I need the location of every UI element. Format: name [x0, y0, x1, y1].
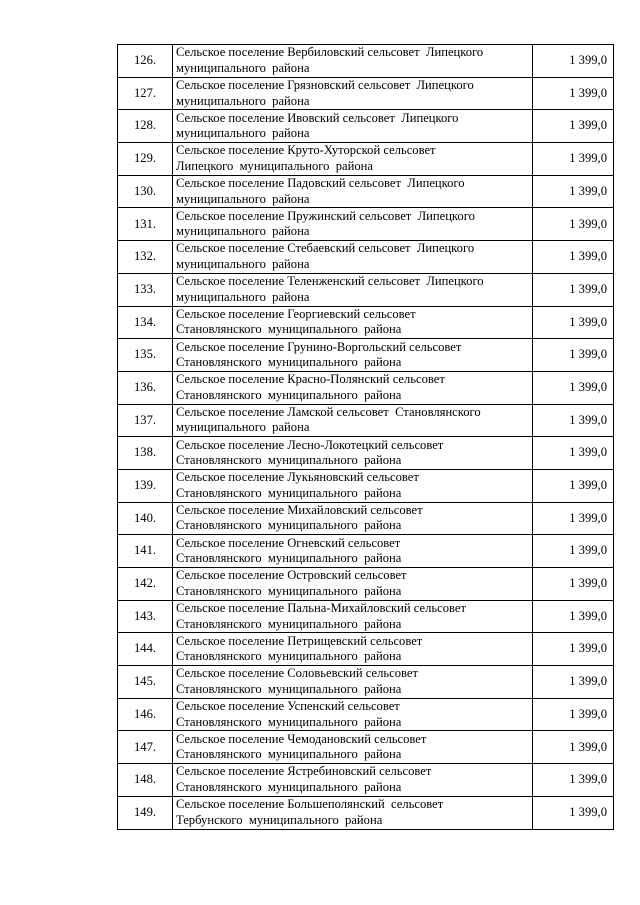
allocation-table [117, 44, 614, 830]
settlement-name [173, 339, 533, 372]
amount: 1 399,0 [533, 110, 614, 143]
row-number: 132. [118, 241, 173, 274]
table-row [118, 110, 614, 143]
table-row [118, 796, 614, 829]
settlement-name-line-2: муниципального района [176, 420, 310, 435]
row-number: 126. [118, 45, 173, 78]
settlement-name-line-1: Сельское поселение Петрищевский сельсовет [176, 633, 423, 648]
row-number: 131. [118, 208, 173, 241]
settlement-name-line-1: Сельское поселение Лукьяновский сельсовет [176, 470, 419, 485]
settlement-name [173, 469, 533, 502]
table-row [118, 241, 614, 274]
settlement-name-line-2: Тербунского муниципального района [176, 812, 383, 827]
settlement-name-line-1: Сельское поселение Падовский сельсовет Липецкого [176, 176, 465, 191]
table-row [118, 764, 614, 797]
amount: 1 399,0 [533, 339, 614, 372]
settlement-name-line-1: Сельское поселение Красно-Полянский сельсовет [176, 372, 445, 387]
table-row [118, 339, 614, 372]
settlement-name [173, 77, 533, 110]
settlement-name [173, 208, 533, 241]
settlement-name-line-1: Сельское поселение Пружинский сельсовет Липецкого [176, 208, 475, 223]
settlement-name [173, 175, 533, 208]
amount: 1 399,0 [533, 796, 614, 829]
amount: 1 399,0 [533, 502, 614, 535]
amount: 1 399,0 [533, 666, 614, 699]
settlement-name [173, 698, 533, 731]
settlement-name-line-2: муниципального района [176, 256, 310, 271]
row-number: 140. [118, 502, 173, 535]
settlement-name [173, 110, 533, 143]
table-row [118, 698, 614, 731]
amount: 1 399,0 [533, 731, 614, 764]
table-row [118, 731, 614, 764]
table-row [118, 175, 614, 208]
settlement-name [173, 45, 533, 78]
amount: 1 399,0 [533, 764, 614, 797]
settlement-name-line-1: Сельское поселение Ивовский сельсовет Липецкого [176, 110, 459, 125]
amount: 1 399,0 [533, 208, 614, 241]
row-number: 147. [118, 731, 173, 764]
settlement-name-line-1: Сельское поселение Пальна-Михайловский сельсовет [176, 601, 466, 616]
table-row [118, 143, 614, 176]
table-row [118, 469, 614, 502]
settlement-name-line-2: Липецкого муниципального района [176, 158, 373, 173]
amount: 1 399,0 [533, 469, 614, 502]
settlement-name [173, 666, 533, 699]
settlement-name [173, 437, 533, 470]
table-row [118, 273, 614, 306]
row-number: 135. [118, 339, 173, 372]
row-number: 144. [118, 633, 173, 666]
amount: 1 399,0 [533, 306, 614, 339]
table-row [118, 666, 614, 699]
settlement-name-line-2: Становлянского муниципального района [176, 387, 402, 402]
row-number: 129. [118, 143, 173, 176]
settlement-name [173, 404, 533, 437]
settlement-name [173, 535, 533, 568]
table-row [118, 502, 614, 535]
settlement-name [173, 143, 533, 176]
row-number: 141. [118, 535, 173, 568]
table-row [118, 306, 614, 339]
settlement-name-line-1: Сельское поселение Ястребиновский сельсовет [176, 764, 432, 779]
row-number: 136. [118, 371, 173, 404]
settlement-name-line-2: муниципального района [176, 126, 310, 141]
settlement-name [173, 568, 533, 601]
row-number: 139. [118, 469, 173, 502]
settlement-name-line-1: Сельское поселение Георгиевский сельсовет [176, 306, 416, 321]
settlement-name-line-2: Становлянского муниципального района [176, 649, 402, 664]
settlement-name-line-1: Сельское поселение Теленженский сельсовет Липецкого [176, 274, 484, 289]
amount: 1 399,0 [533, 77, 614, 110]
table-row [118, 208, 614, 241]
settlement-name-line-2: Становлянского муниципального района [176, 453, 402, 468]
row-number: 145. [118, 666, 173, 699]
table-row [118, 77, 614, 110]
settlement-name [173, 731, 533, 764]
amount: 1 399,0 [533, 175, 614, 208]
settlement-name [173, 600, 533, 633]
settlement-name [173, 796, 533, 829]
settlement-name-line-2: муниципального района [176, 224, 310, 239]
settlement-name-line-2: Становлянского муниципального района [176, 779, 402, 794]
amount: 1 399,0 [533, 437, 614, 470]
row-number: 134. [118, 306, 173, 339]
table-row [118, 633, 614, 666]
row-number: 138. [118, 437, 173, 470]
row-number: 148. [118, 764, 173, 797]
settlement-name-line-2: Становлянского муниципального района [176, 485, 402, 500]
settlement-name-line-1: Сельское поселение Лесно-Локотецкий сельсовет [176, 437, 444, 452]
settlement-name-line-2: муниципального района [176, 60, 310, 75]
row-number: 146. [118, 698, 173, 731]
settlement-name [173, 371, 533, 404]
amount: 1 399,0 [533, 633, 614, 666]
settlement-name-line-1: Сельское поселение Стебаевский сельсовет Липецкого [176, 241, 475, 256]
settlement-name [173, 273, 533, 306]
amount: 1 399,0 [533, 45, 614, 78]
amount: 1 399,0 [533, 568, 614, 601]
amount: 1 399,0 [533, 698, 614, 731]
table-row [118, 371, 614, 404]
settlement-name [173, 633, 533, 666]
row-number: 127. [118, 77, 173, 110]
table-row [118, 437, 614, 470]
table-body [118, 45, 614, 830]
settlement-name-line-2: Становлянского муниципального района [176, 714, 402, 729]
row-number: 149. [118, 796, 173, 829]
settlement-name-line-2: Становлянского муниципального района [176, 681, 402, 696]
settlement-name-line-1: Сельское поселение Круто-Хуторской сельсовет [176, 143, 436, 158]
amount: 1 399,0 [533, 535, 614, 568]
row-number: 142. [118, 568, 173, 601]
settlement-name-line-2: Становлянского муниципального района [176, 518, 402, 533]
settlement-name [173, 241, 533, 274]
settlement-name-line-1: Сельское поселение Грязновский сельсовет Липецкого [176, 78, 474, 93]
amount: 1 399,0 [533, 404, 614, 437]
row-number: 130. [118, 175, 173, 208]
table-row [118, 535, 614, 568]
settlement-name-line-2: Становлянского муниципального района [176, 322, 402, 337]
settlement-name-line-1: Сельское поселение Ламской сельсовет Становлянского [176, 404, 481, 419]
settlement-name-line-2: Становлянского муниципального района [176, 616, 402, 631]
settlement-name-line-1: Сельское поселение Вербиловский сельсовет Липецкого [176, 45, 484, 60]
table-row [118, 404, 614, 437]
table-row [118, 45, 614, 78]
settlement-name-line-1: Сельское поселение Успенский сельсовет [176, 699, 400, 714]
amount: 1 399,0 [533, 273, 614, 306]
settlement-name-line-2: Становлянского муниципального района [176, 747, 402, 762]
settlement-name-line-1: Сельское поселение Большеполянский сельсовет [176, 797, 444, 812]
settlement-name-line-1: Сельское поселение Грунино-Воргольский сельсовет [176, 339, 462, 354]
row-number: 143. [118, 600, 173, 633]
settlement-name-line-1: Сельское поселение Огневский сельсовет [176, 535, 401, 550]
settlement-name [173, 502, 533, 535]
amount: 1 399,0 [533, 371, 614, 404]
row-number: 133. [118, 273, 173, 306]
settlement-name [173, 764, 533, 797]
row-number: 128. [118, 110, 173, 143]
settlement-name-line-1: Сельское поселение Чемодановский сельсовет [176, 731, 427, 746]
settlement-name-line-1: Сельское поселение Островский сельсовет [176, 568, 407, 583]
amount: 1 399,0 [533, 600, 614, 633]
settlement-name-line-2: муниципального района [176, 191, 310, 206]
settlement-name [173, 306, 533, 339]
settlement-name-line-2: Становлянского муниципального района [176, 583, 402, 598]
row-number: 137. [118, 404, 173, 437]
settlement-name-line-2: муниципального района [176, 93, 310, 108]
settlement-name-line-2: Становлянского муниципального района [176, 551, 402, 566]
table-row [118, 568, 614, 601]
settlement-name-line-2: Становлянского муниципального района [176, 355, 402, 370]
settlement-name-line-1: Сельское поселение Соловьевский сельсовет [176, 666, 419, 681]
settlement-name-line-1: Сельское поселение Михайловский сельсовет [176, 502, 423, 517]
settlement-name-line-2: муниципального района [176, 289, 310, 304]
amount: 1 399,0 [533, 241, 614, 274]
amount: 1 399,0 [533, 143, 614, 176]
table-row [118, 600, 614, 633]
